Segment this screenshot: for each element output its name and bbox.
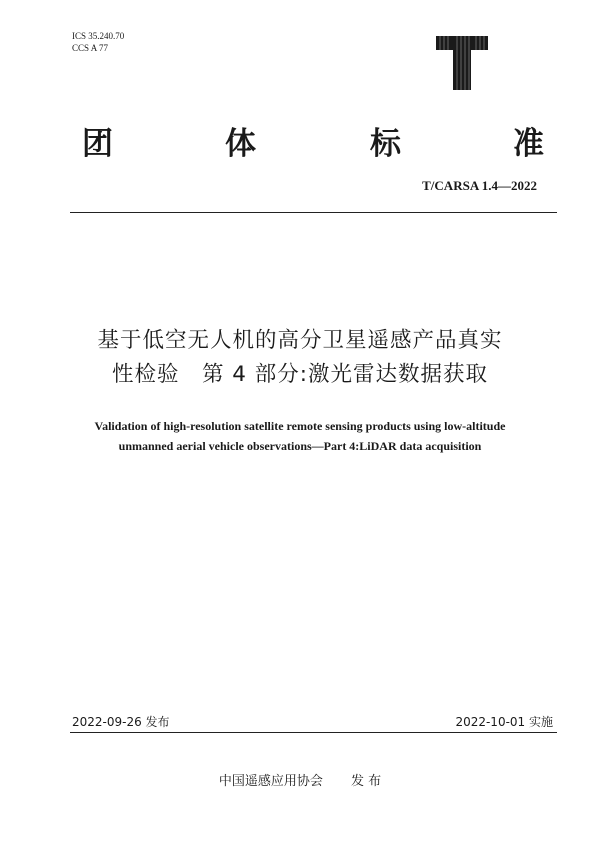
category-char: 准 [513, 126, 544, 162]
implementation-date: 2022-10-01 实施 [455, 715, 553, 729]
classification-codes [72, 30, 124, 54]
group-standard-logo [436, 36, 488, 90]
publisher-name: 中国遥感应用协会 [218, 774, 323, 789]
chinese-title-line: 性检验 第 4 部分:激光雷达数据获取 [111, 362, 489, 387]
ccs-code: CCS A 77 [72, 43, 109, 53]
t-logo-icon [436, 36, 488, 90]
footer-divider [70, 732, 557, 733]
category-char: 团 [82, 126, 113, 162]
standard-category [0, 118, 600, 162]
category-char: 体 [225, 126, 256, 162]
chinese-title [40, 324, 560, 392]
english-title [40, 416, 560, 456]
english-title-line: unmanned aerial vehicle observations—Part 4:LiDAR data acquisition [118, 439, 482, 453]
ics-code: ICS 35.240.70 [72, 31, 125, 41]
english-title-line: Validation of high-resolution satellite remote sensing products using low-altitude [94, 419, 506, 433]
publisher-action: 发 布 [350, 774, 382, 789]
publisher-line [0, 770, 600, 789]
issue-date: 2022-09-26 发布 [72, 715, 170, 729]
standard-number: T/CARSA 1.4—2022 [422, 178, 537, 193]
category-char: 标 [370, 126, 401, 162]
chinese-title-line: 基于低空无人机的高分卫星遥感产品真实 [97, 328, 503, 353]
header-divider [70, 212, 557, 213]
